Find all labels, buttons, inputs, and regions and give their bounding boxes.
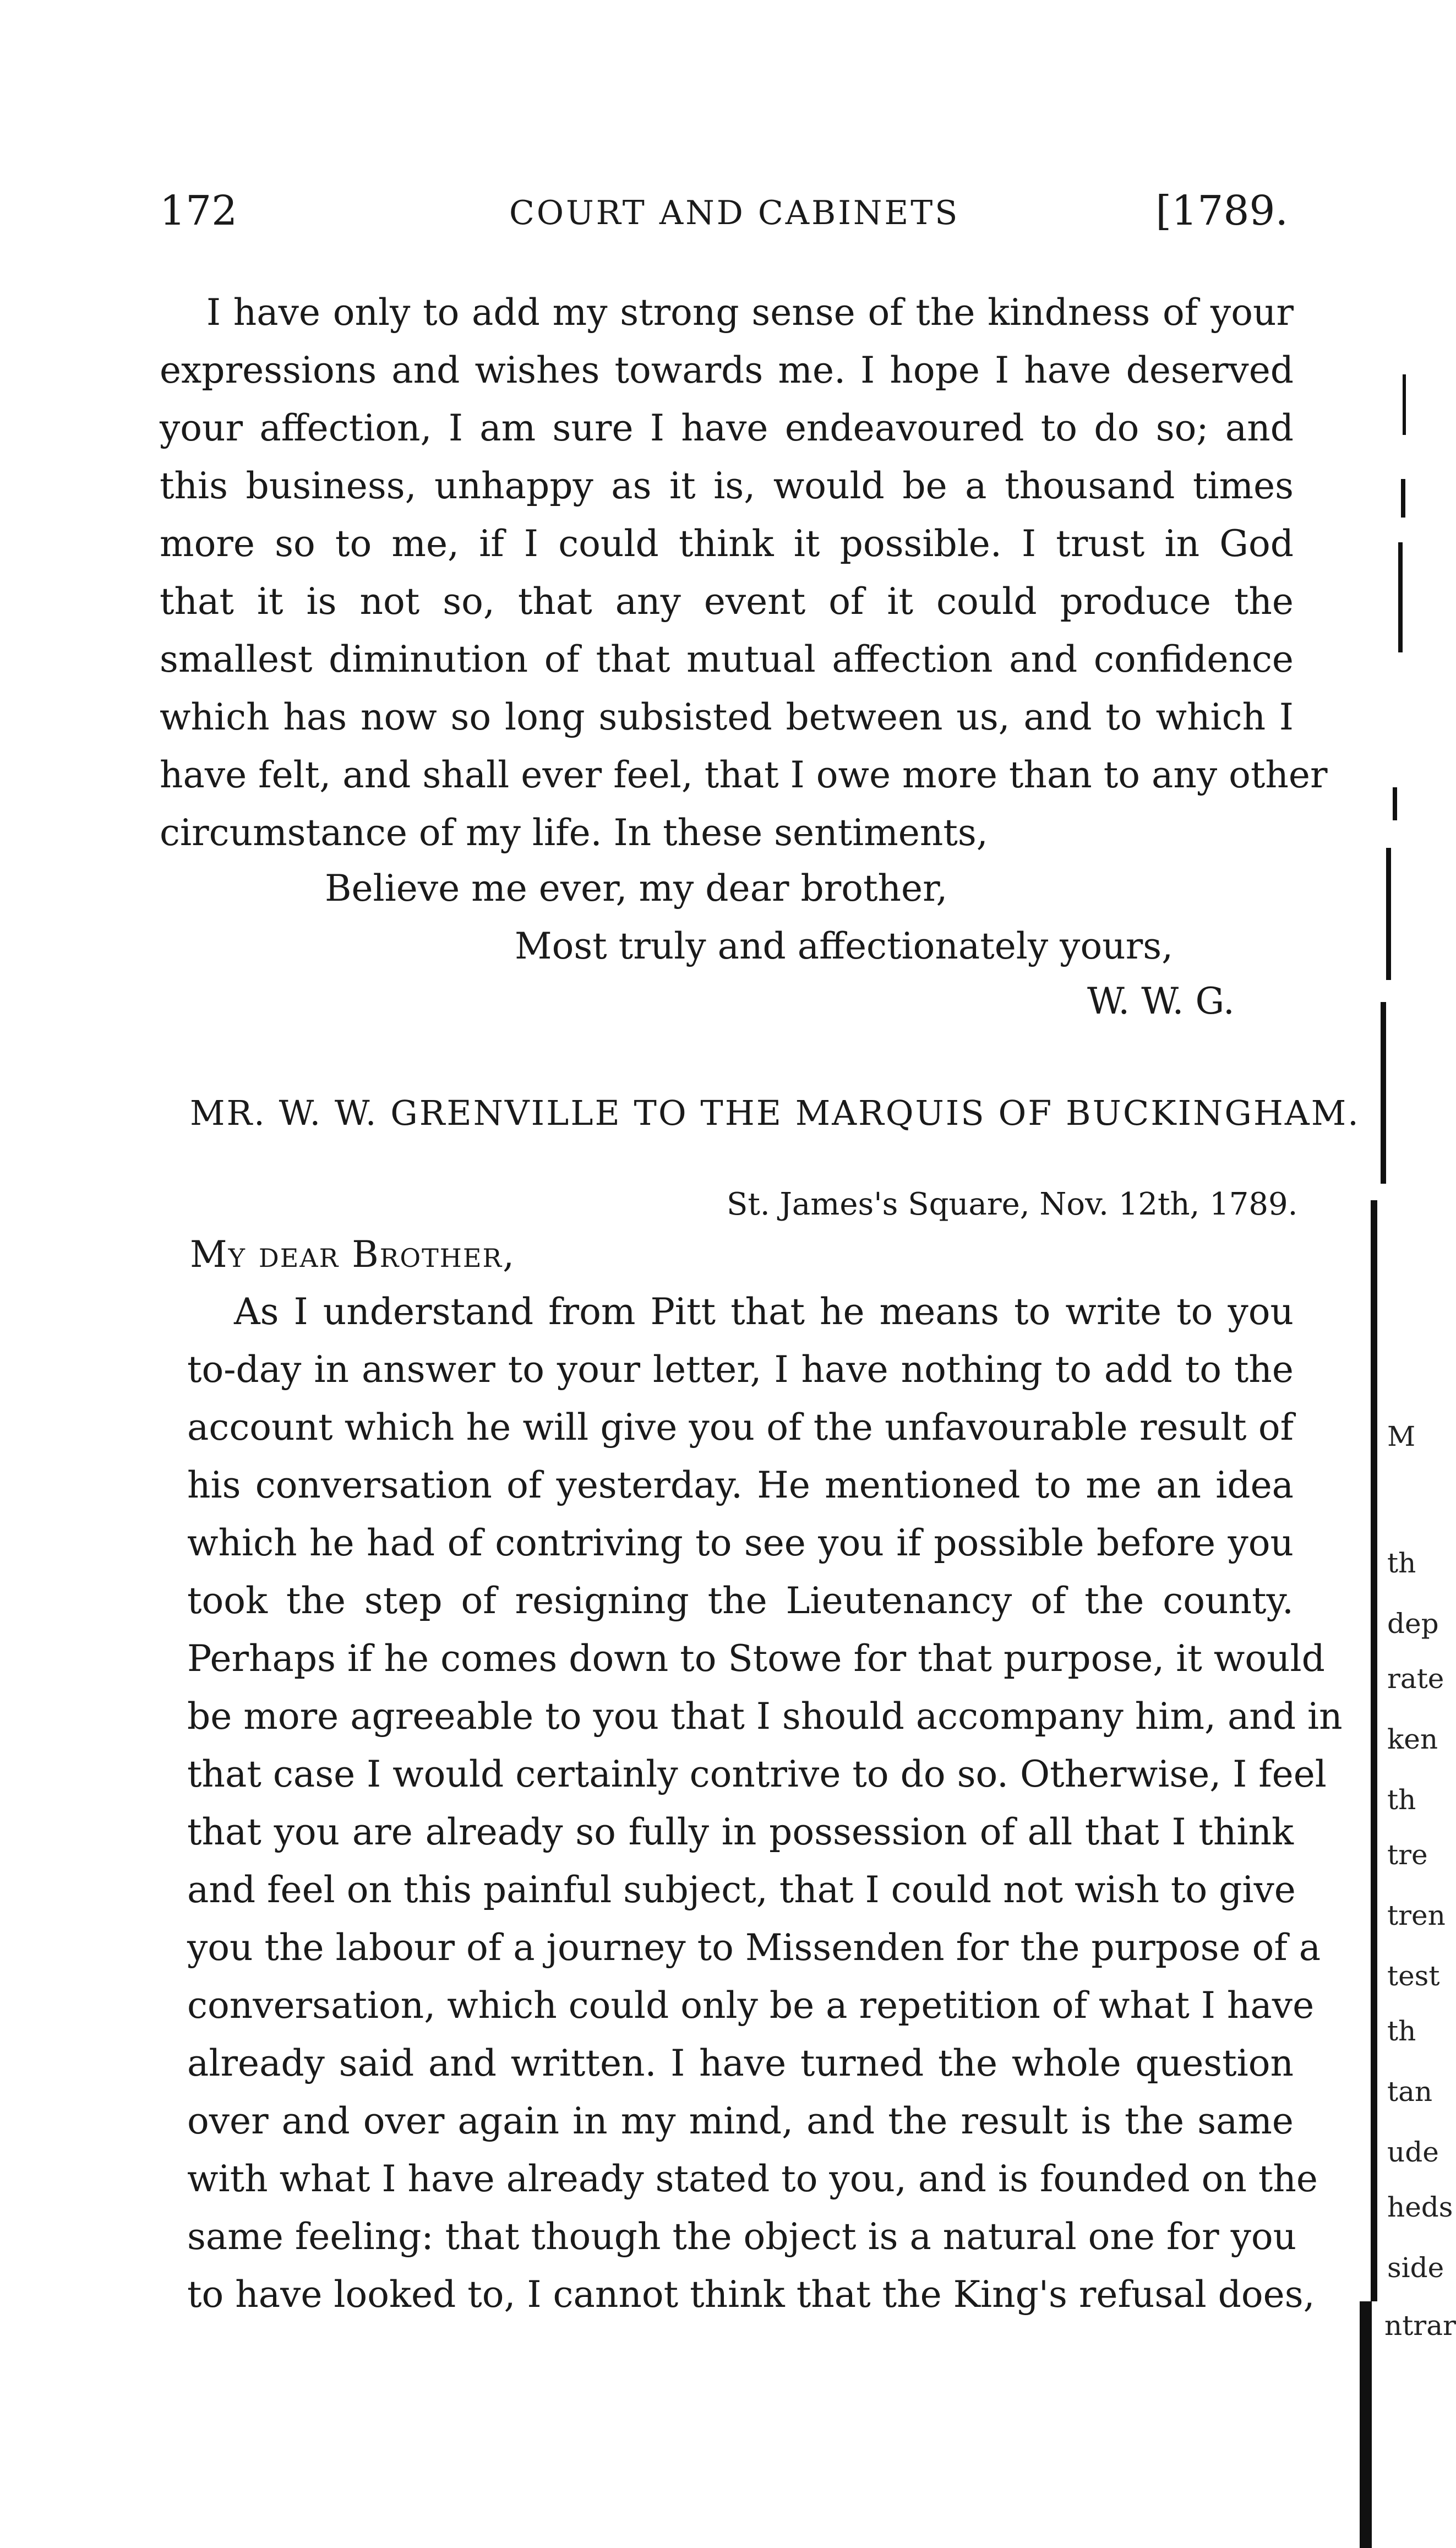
text-line: that you are already so fully in possession of all that I think: [187, 1811, 1294, 1853]
letter2-heading: MR. W. W. GRENVILLE TO THE MARQUIS OF BUCKINGHAM.: [190, 1093, 1360, 1133]
text-line: circumstance of my life. In these sentiments,: [160, 812, 988, 854]
text-line: to-day in answer to your letter, I have nothing to add to the: [187, 1348, 1294, 1391]
margin-fragment: th: [1387, 1784, 1416, 1816]
margin-fragment: tan: [1387, 2076, 1433, 2108]
header-year: [1789.: [1155, 187, 1288, 235]
margin-shadow-bar: [1398, 542, 1403, 652]
text-line: more so to me, if I could think it possible. I trust in God: [160, 522, 1294, 565]
margin-fragment: test: [1387, 1960, 1440, 1992]
margin-fragment: M: [1387, 1420, 1416, 1452]
text-line: that it is not so, that any event of it could produce the: [160, 580, 1294, 623]
margin-fragment: ude: [1387, 2136, 1439, 2168]
margin-fragment: rate: [1387, 1663, 1444, 1695]
margin-fragment: ntrar: [1384, 2310, 1456, 2342]
text-line: took the step of resigning the Lieutenancy of the county.: [187, 1580, 1294, 1622]
closing-line-1: Believe me ever, my dear brother,: [325, 867, 948, 910]
margin-shadow-bar: [1393, 787, 1397, 820]
text-line: already said and written. I have turned the whole question: [187, 2042, 1294, 2084]
text-line: conversation, which could only be a repetition of what I have: [187, 1984, 1315, 2027]
letter2-salutation: My dear Brother,: [190, 1233, 516, 1276]
text-line: account which he will give you of the unfavourable result of: [187, 1406, 1294, 1449]
margin-shadow-bar: [1401, 479, 1405, 518]
margin-fragment: tre: [1387, 1839, 1428, 1871]
text-line: be more agreeable to you that I should accompany him, and in: [187, 1695, 1343, 1738]
margin-fragment: ken: [1387, 1723, 1438, 1755]
running-title: COURT AND CABINETS: [509, 194, 960, 232]
text-line: As I understand from Pitt that he means to write to you: [234, 1291, 1294, 1333]
text-line: and feel on this painful subject, that I could not wish to give: [187, 1869, 1296, 1911]
text-line: smallest diminution of that mutual affection and confidence: [160, 638, 1294, 680]
letter2-body: [160, 1283, 1343, 2323]
text-line: with what I have already stated to you, and is founded on the: [187, 2158, 1318, 2200]
margin-shadow-bar: [1381, 1002, 1386, 1184]
text-line: have felt, and shall ever feel, that I owe more than to any other: [160, 754, 1328, 796]
letter1-body: [160, 284, 1328, 862]
text-line: same feeling: that though the object is a natural one for you: [187, 2215, 1297, 2258]
signature: W. W. G.: [1087, 980, 1235, 1022]
margin-fragment: tren: [1387, 1899, 1446, 1931]
closing-line-2: Most truly and affectionately yours,: [515, 925, 1174, 967]
margin-shadow-bar: [1371, 1200, 1377, 2301]
text-line: which has now so long subsisted between us, and to which I: [160, 696, 1294, 738]
page-number: 172: [160, 187, 238, 235]
text-line: over and over again in my mind, and the result is the same: [187, 2100, 1294, 2142]
margin-shadow-bar: [1386, 848, 1391, 980]
margin-shadow-bar: [1360, 2301, 1372, 2548]
text-line: this business, unhappy as it is, would be a thousand times: [160, 465, 1294, 507]
text-line: Perhaps if he comes down to Stowe for that purpose, it would: [187, 1637, 1325, 1680]
margin-fragment: heds: [1387, 2191, 1453, 2223]
text-line: your affection, I am sure I have endeavoured to do so; and: [160, 407, 1294, 449]
text-line: I have only to add my strong sense of the kindness of your: [206, 291, 1294, 334]
text-line: that case I would certainly contrive to do so. Otherwise, I feel: [187, 1753, 1327, 1795]
margin-shadow-bar: [1403, 374, 1406, 435]
text-line: you the labour of a journey to Missenden for the purpose of a: [187, 1926, 1321, 1969]
page-header: [160, 187, 1288, 248]
margin-fragment: th: [1387, 1547, 1416, 1579]
margin-fragment: dep: [1387, 1608, 1439, 1640]
text-line: expressions and wishes towards me. I hope I have deserved: [160, 349, 1294, 391]
text-line: to have looked to, I cannot think that the King's refusal does,: [187, 2273, 1315, 2316]
text-line: which he had of contriving to see you if possible before you: [187, 1522, 1294, 1564]
margin-fragment: th: [1387, 2015, 1416, 2047]
letter2-dateline: St. James's Square, Nov. 12th, 1789.: [727, 1186, 1298, 1222]
margin-fragment: side: [1387, 2252, 1444, 2284]
text-line: his conversation of yesterday. He mentioned to me an idea: [187, 1464, 1294, 1506]
